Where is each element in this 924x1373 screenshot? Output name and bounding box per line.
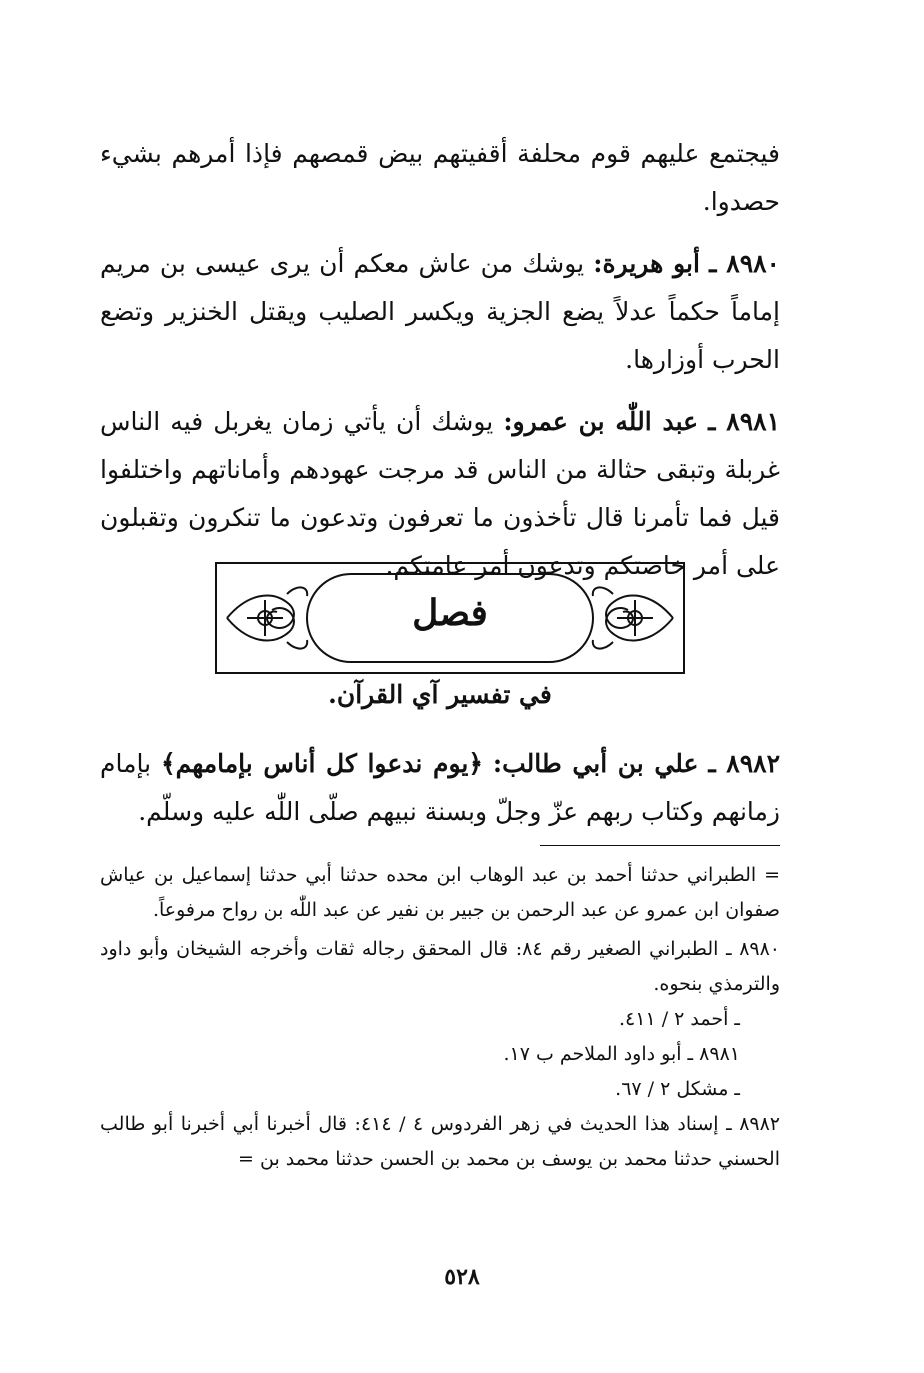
hadith-text: يوشك أن يأتي زمان يغربل فيه الناس غربلة وتبقى حثالة من الناس قد مرجت عهودهم وأماناتهم واختلفوا قيل فما تأمرنا قال تأخذون ما تعرفون وتدعون ما تنكرون وتقبلون على أمر خاصتكم وتدعون أمر عامتكم. <box>100 407 780 580</box>
main-text-bottom <box>100 740 780 836</box>
hadith-8980 <box>100 240 780 384</box>
footnote-line: ٨٩٨١ ـ أبو داود الملاحم ب ١٧. <box>503 1043 740 1065</box>
hadith-number: ٨٩٨١ ـ <box>708 407 781 436</box>
footnote-line: ٨٩٨٠ ـ الطبراني الصغير رقم ٨٤: قال المحقق رجاله ثقات وأخرجه الشيخان وأبو داود والترمذي بنحوه. <box>100 938 781 995</box>
quran-quote: ﴿يوم ندعوا كل أناس بإمامهم﴾ <box>160 749 483 778</box>
hadith-narrator: علي بن أبي طالب: <box>492 749 699 778</box>
section-title: فصل <box>412 592 488 634</box>
page-number: ٥٢٨ <box>444 1264 480 1290</box>
hadith-number: ٨٩٨٠ ـ <box>709 249 780 278</box>
section-subtitle: في تفسير آي القرآن. <box>328 680 552 709</box>
section-banner <box>215 562 685 674</box>
footnotes <box>100 858 780 1177</box>
main-text-top <box>100 130 780 590</box>
footnote-divider <box>540 845 780 846</box>
footnote-line: ـ أحمد ٢ / ٤١١. <box>618 1008 740 1030</box>
hadith-narrator: أبو هريرة: <box>593 249 700 278</box>
paragraph-continuation: فيجتمع عليهم قوم محلفة أقفيتهم بيض قمصهم فإذا أمرهم بشيء حصدوا. <box>100 139 780 216</box>
hadith-narrator: عبد اللّٰه بن عمرو: <box>503 407 699 436</box>
hadith-8982 <box>100 740 780 836</box>
hadith-text: بإمام زمانهم وكتاب ربهم عزّ وجلّ وبسنة نبيهم صلّى اللّٰه عليه وسلّم. <box>100 749 780 826</box>
hadith-number: ٨٩٨٢ ـ <box>708 749 780 778</box>
footnote-line: ٨٩٨٢ ـ إسناد هذا الحديث في زهر الفردوس ٤ / ٤١٤: قال أخبرنا أبي أخبرنا أبو طالب الحسني حدثنا محمد بن يوسف بن محمد بن الحسن حدثنا محمد بن = <box>100 1113 781 1170</box>
footnote-line: ـ مشكل ٢ / ٦٧. <box>615 1078 740 1100</box>
hadith-text: يوشك من عاش معكم أن يرى عيسى بن مريم إماماً حكماً عدلاً يضع الجزية ويكسر الصليب ويقتل الخنزير وتضع الحرب أوزارها. <box>100 249 780 374</box>
footnote-line: = الطبراني حدثنا أحمد بن عبد الوهاب ابن محده حدثنا أبي حدثنا إسماعيل بن عياش صفوان ابن عمرو عن عبد الرحمن بن جبير بن نفير عن عبد اللّٰه بن رواح مرفوعاً. <box>100 864 780 921</box>
